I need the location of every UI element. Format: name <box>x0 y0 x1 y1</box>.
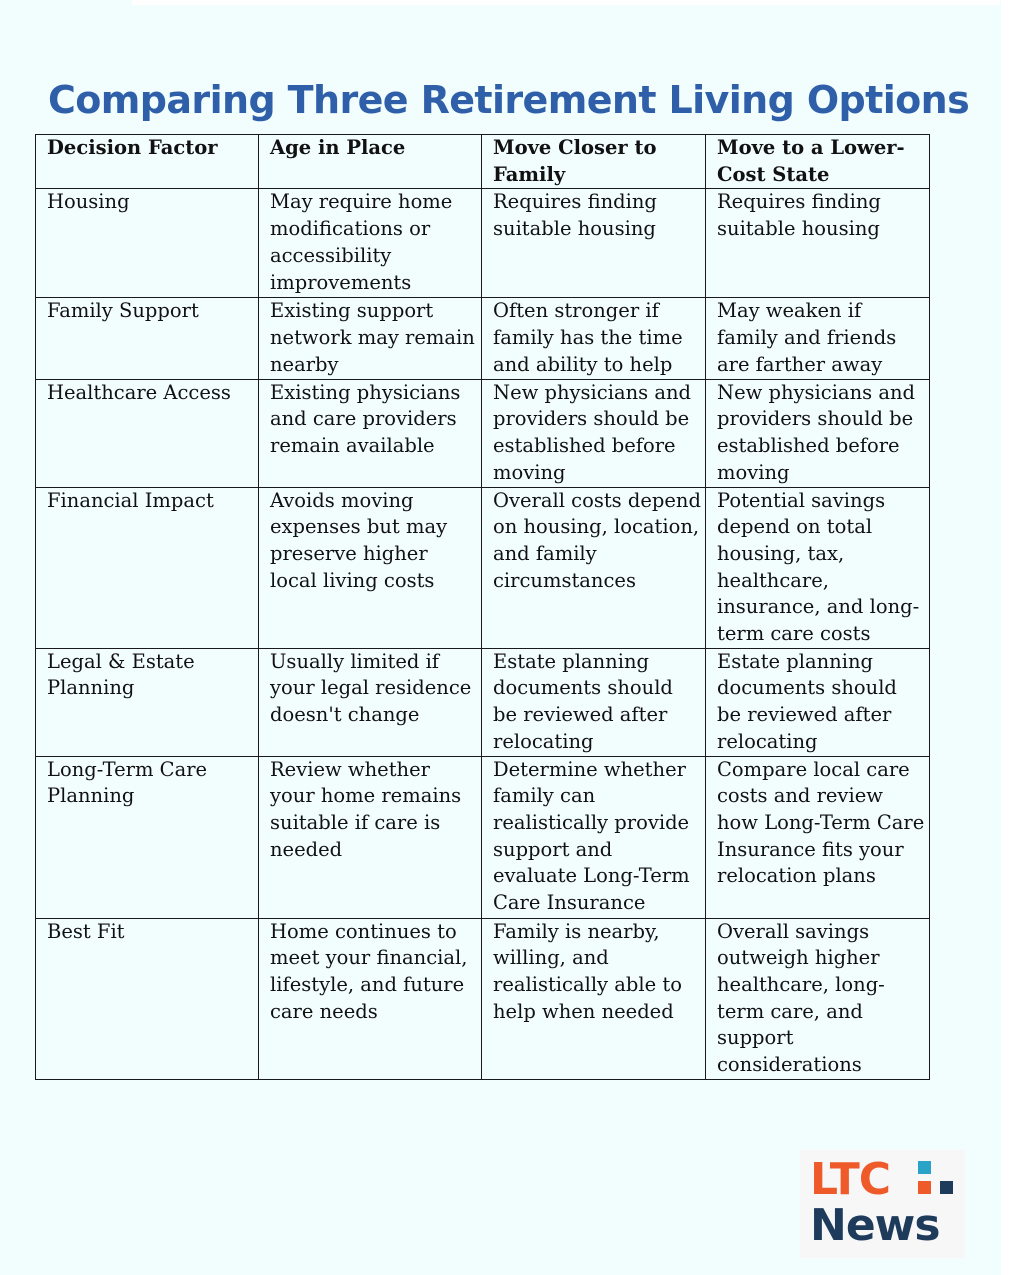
header-move-closer-to-family: Move Closer to Family <box>482 135 706 189</box>
row-label: Healthcare Access <box>36 379 259 487</box>
table-cell: Estate planning documents should be reviewed after relocating <box>706 648 930 756</box>
row-label: Long-Term Care Planning <box>36 756 259 918</box>
row-label: Housing <box>36 189 259 298</box>
table-cell: Requires finding suitable housing <box>482 189 706 298</box>
header-row <box>36 135 930 189</box>
row-label: Best Fit <box>36 918 259 1079</box>
comparison-table <box>35 134 930 1080</box>
row-label: Financial Impact <box>36 487 259 648</box>
header-age-in-place: Age in Place <box>259 135 482 189</box>
table-cell: Overall costs depend on housing, location, and family circumstances <box>482 487 706 648</box>
table-cell: Compare local care costs and review how Long-Term Care Insurance fits your relocation plans <box>706 756 930 918</box>
table-cell: Potential savings depend on total housing, tax, healthcare, insurance, and long-term care costs <box>706 487 930 648</box>
logo-news-text: News <box>810 1200 940 1251</box>
table-cell: Family is nearby, willing, and realistically able to help when needed <box>482 918 706 1079</box>
row-label: Legal & Estate Planning <box>36 648 259 756</box>
table-cell: New physicians and providers should be established before moving <box>482 379 706 487</box>
table-row <box>36 189 930 298</box>
table-row <box>36 487 930 648</box>
table-cell: Requires finding suitable housing <box>706 189 930 298</box>
table-row <box>36 379 930 487</box>
table-row <box>36 648 930 756</box>
header-move-lower-cost-state: Move to a Lower-Cost State <box>706 135 930 189</box>
logo-square-icon <box>918 1161 931 1174</box>
ltc-news-logo <box>800 1150 965 1258</box>
table-cell: New physicians and providers should be established before moving <box>706 379 930 487</box>
table-cell: Existing physicians and care providers remain available <box>259 379 482 487</box>
table-cell: May require home modifications or accessibility improvements <box>259 189 482 298</box>
table-row <box>36 298 930 379</box>
table-cell: Review whether your home remains suitable if care is needed <box>259 756 482 918</box>
table-cell: Home continues to meet your financial, lifestyle, and future care needs <box>259 918 482 1079</box>
header-decision-factor: Decision Factor <box>36 135 259 189</box>
table-row <box>36 918 930 1079</box>
top-strip <box>132 0 1000 5</box>
table-cell: Determine whether family can realistically provide support and evaluate Long-Term Care Insurance <box>482 756 706 918</box>
logo-square-icon <box>918 1181 931 1194</box>
table-cell: Overall savings outweigh higher healthcare, long-term care, and support considerations <box>706 918 930 1079</box>
table-cell: Often stronger if family has the time and ability to help <box>482 298 706 379</box>
page-title: Comparing Three Retirement Living Options <box>48 78 970 122</box>
table-cell: Existing support network may remain nearby <box>259 298 482 379</box>
table-cell: Avoids moving expenses but may preserve higher local living costs <box>259 487 482 648</box>
table-cell: Usually limited if your legal residence doesn't change <box>259 648 482 756</box>
table-row <box>36 756 930 918</box>
row-label: Family Support <box>36 298 259 379</box>
table-cell: May weaken if family and friends are farther away <box>706 298 930 379</box>
table-cell: Estate planning documents should be reviewed after relocating <box>482 648 706 756</box>
logo-ltc-text: LTC <box>810 1154 891 1205</box>
logo-square-icon <box>940 1181 953 1194</box>
